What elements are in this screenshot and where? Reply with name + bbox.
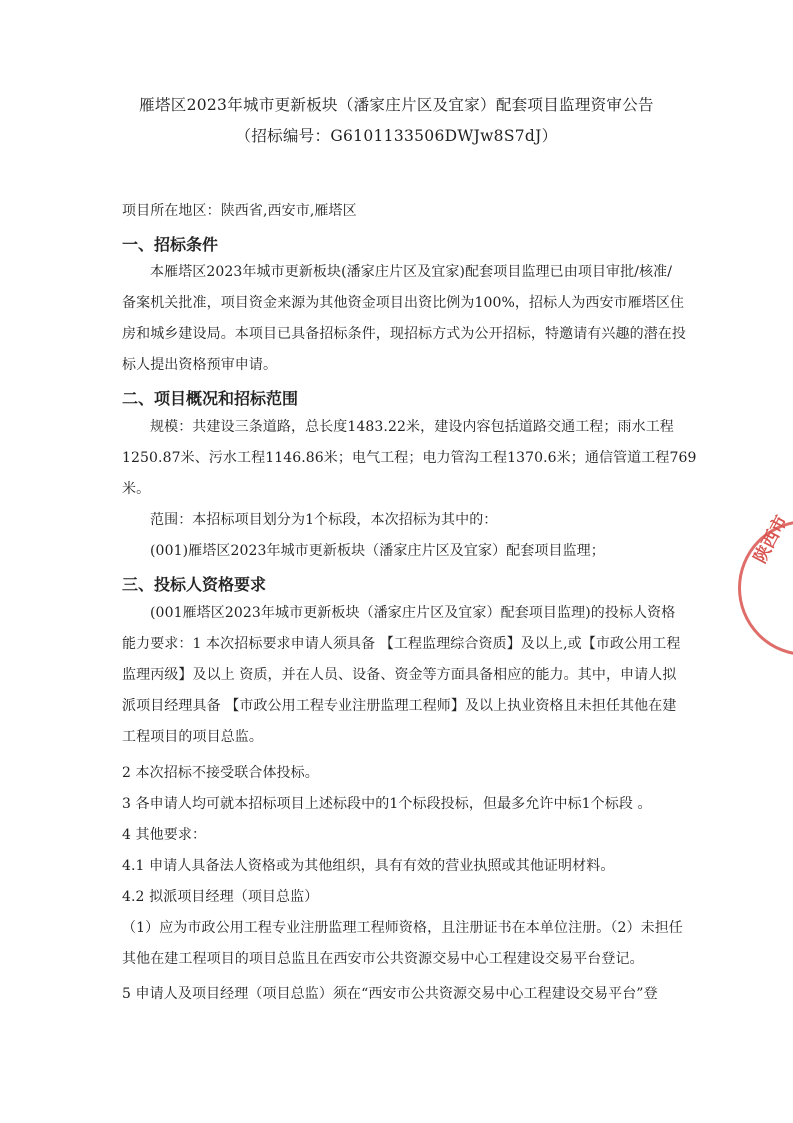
paragraph-line: 房和城乡建设局。本项目已具备招标条件，现招标方式为公开招标，特邀请有兴趣的潜在投 xyxy=(122,326,686,342)
paragraph-line: 3 各申请人均可就本招标项目上述标段中的1个标段投标，但最多允许中标1个标段 。 xyxy=(122,796,652,812)
paragraph-line: 派项目经理具备 【市政公用工程专业注册监理工程师】及以上执业资格且未担任其他在建 xyxy=(122,698,677,714)
paragraph-line: 能力要求：1 本次招标要求申请人须具备 【工程监理综合资质】及以上,或【市政公用工程 xyxy=(122,636,681,652)
paragraph-line: 其他在建工程项目的项目总监且在西安市公共资源交易中心工程建设交易平台登记。 xyxy=(122,951,644,967)
bid-number: （招标编号：G6101133506DWJw8S7dJ） xyxy=(235,127,558,145)
paragraph-line: 米。 xyxy=(122,481,151,497)
paragraph-line: 规模：共建设三条道路，总长度1483.22米，建设内容包括道路交通工程；雨水工程 xyxy=(150,419,674,435)
paragraph-line: (001雁塔区2023年城市更新板块（潘家庄片区及宜家）配套项目监理)的投标人资格 xyxy=(150,605,676,621)
section-heading: 一、招标条件 xyxy=(122,235,219,254)
paragraph-line: 范围：本招标项目划分为1个标段，本次招标为其中的： xyxy=(150,512,498,528)
paragraph-line: 标人提出资格预审申请。 xyxy=(122,357,278,373)
project-region: 项目所在地区：陕西省,西安市,雁塔区 xyxy=(122,203,357,219)
seal-text: 陕西市 xyxy=(750,512,793,567)
paragraph-line: (001)雁塔区2023年城市更新板块（潘家庄片区及宜家）配套项目监理； xyxy=(150,543,605,559)
paragraph-line: 4.1 申请人具备法人资格或为其他组织，具有有效的营业执照或其他证明材料。 xyxy=(122,858,615,874)
paragraph-line: 4.2 拟派项目经理（项目总监） xyxy=(122,889,319,905)
paragraph-line: 5 申请人及项目经理（项目总监）须在“西安市公共资源交易中心工程建设交易平台”登 xyxy=(122,986,658,1002)
paragraph-line: （1）应为市政公用工程专业注册监理工程师资格，且注册证书在本单位注册。（2）未担任 xyxy=(122,920,683,936)
paragraph-line: 备案机关批准，项目资金来源为其他资金项目出资比例为100%，招标人为西安市雁塔区住 xyxy=(122,295,685,311)
paragraph-line: 监理丙级】及以上 资质，并在人员、设备、资金等方面具备相应的能力。其中，申请人拟 xyxy=(122,667,677,683)
section-heading: 三、投标人资格要求 xyxy=(122,575,267,594)
section-heading: 二、项目概况和招标范围 xyxy=(122,389,299,408)
paragraph-line: 1250.87米、污水工程1146.86米；电气工程；电力管沟工程1370.6米；通信管道工程769 xyxy=(122,450,697,466)
paragraph-line: 工程项目的项目总监。 xyxy=(122,729,263,745)
paragraph-line: 本雁塔区2023年城市更新板块(潘家庄片区及宜家)配套项目监理已由项目审批/核准/ xyxy=(150,264,673,280)
document-title: 雁塔区2023年城市更新板块（潘家庄片区及宜家）配套项目监理资审公告 xyxy=(139,96,654,114)
paragraph-line: 4 其他要求： xyxy=(122,827,207,843)
paragraph-line: 2 本次招标不接受联合体投标。 xyxy=(122,765,319,781)
